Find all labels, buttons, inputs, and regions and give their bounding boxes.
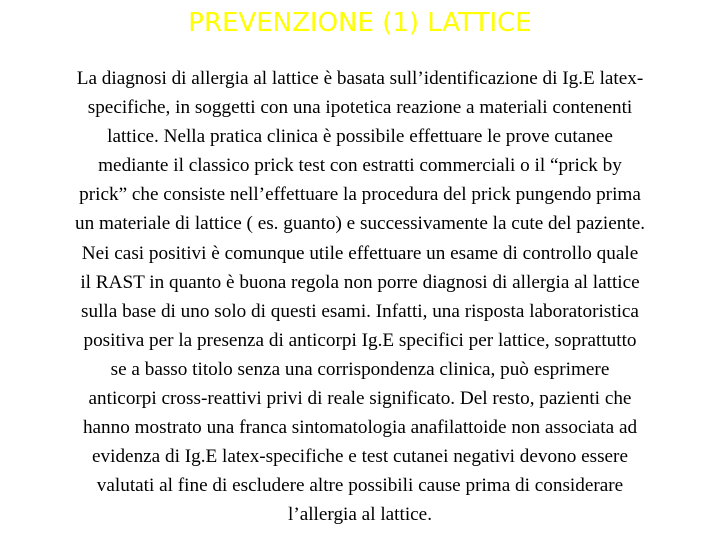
body-line: evidenza di Ig.E latex-specifiche e test cutanei negativi devono essere bbox=[92, 446, 628, 468]
body-line: prick” che consiste nell’effettuare la procedura del prick pungendo prima bbox=[79, 184, 641, 206]
body-line: specifiche, in soggetti con una ipotetica reazione a materiali contenenti bbox=[87, 97, 633, 119]
body-line: hanno mostrato una franca sintomatologia anafilattoide non associata ad bbox=[82, 417, 638, 439]
body-line: sulla base di uno solo di questi esami. Infatti, una risposta laboratoristica bbox=[81, 300, 639, 322]
body-line: un materiale di lattice ( es. guanto) e successivamente la cute del paziente. bbox=[74, 213, 646, 235]
slide-title: PREVENZIONE (1) LATTICE bbox=[188, 8, 532, 38]
body-line: valutati al fine di escludere altre possibili cause prima di considerare bbox=[96, 475, 624, 497]
body-line: il RAST in quanto è buona regola non porre diagnosi di allergia al lattice bbox=[80, 271, 640, 293]
body-line: La diagnosi di allergia al lattice è basata sull’identificazione di Ig.E latex- bbox=[76, 68, 644, 89]
body-line: lattice. Nella pratica clinica è possibile effettuare le prove cutanee bbox=[107, 126, 613, 148]
body-line: anticorpi cross-reattivi privi di reale significato. Del resto, pazienti che bbox=[88, 388, 632, 410]
body-line: positiva per la presenza di anticorpi Ig.E specifici per lattice, soprattutto bbox=[83, 329, 637, 351]
slide-body-text bbox=[0, 64, 720, 530]
body-line: mediante il classico prick test con estratti commerciali o il “prick by bbox=[98, 155, 622, 177]
body-line: se a basso titolo senza una corrispondenza clinica, può esprimere bbox=[110, 358, 610, 380]
body-line: Nei casi positivi è comunque utile effettuare un esame di controllo quale bbox=[81, 242, 639, 264]
body-line: l’allergia al lattice. bbox=[287, 504, 432, 526]
